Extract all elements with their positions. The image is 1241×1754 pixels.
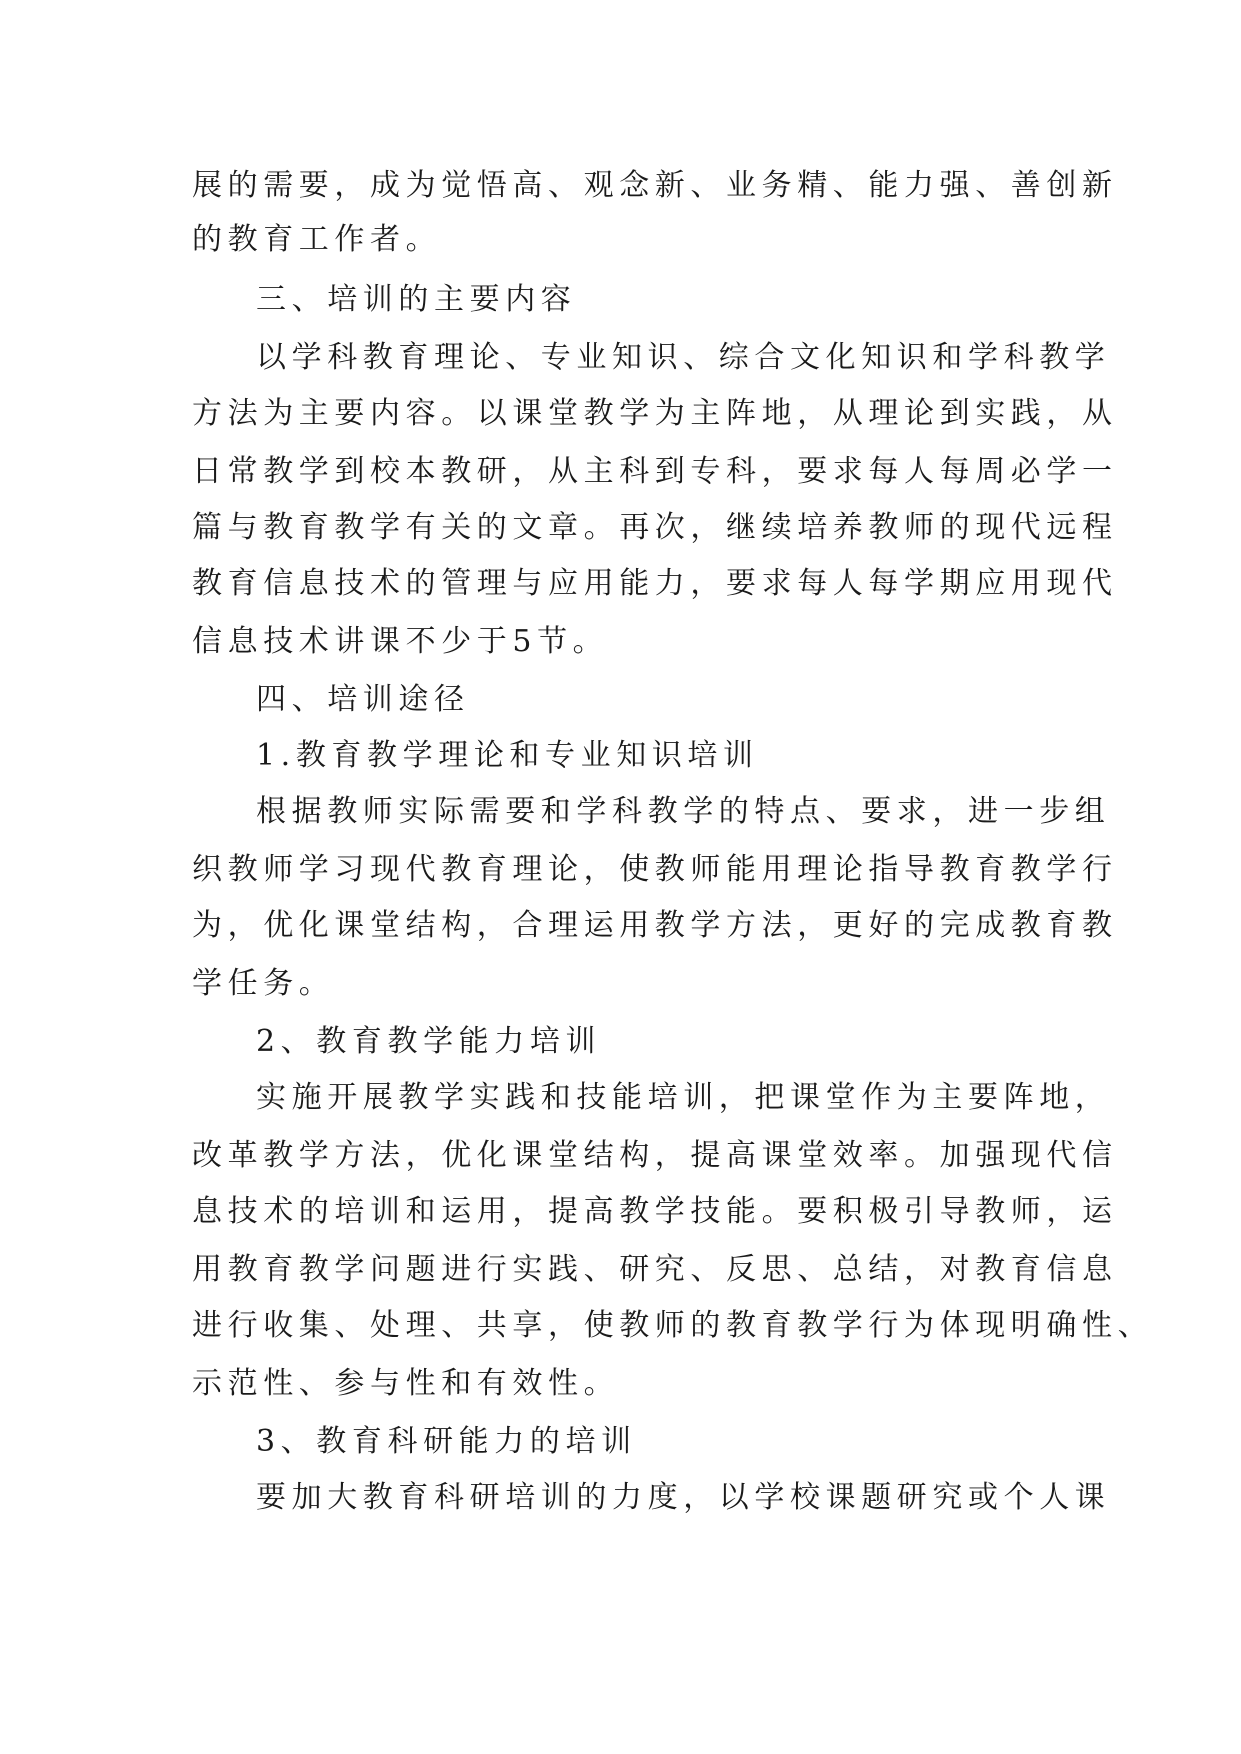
subsection-heading: 2、教育教学能力培训 (256, 1024, 602, 1059)
text-line: 篇与教育教学有关的文章。再次，继续培养教师的现代远程 (192, 510, 1118, 545)
text-line: 方法为主要内容。以课堂教学为主阵地，从理论到实践，从 (192, 396, 1118, 431)
section-heading: 四、培训途径 (256, 682, 470, 717)
text-line: 织教师学习现代教育理论，使教师能用理论指导教育教学行 (192, 852, 1118, 887)
text-line: 息技术的培训和运用，提高教学技能。要积极引导教师，运 (192, 1194, 1118, 1229)
text-line: 根据教师实际需要和学科教学的特点、要求，进一步组 (256, 794, 1111, 829)
text-line: 的教育工作者。 (192, 222, 442, 257)
text-line: 日常教学到校本教研，从主科到专科，要求每人每周必学一 (192, 454, 1118, 489)
text-line: 实施开展教学实践和技能培训，把课堂作为主要阵地， (256, 1080, 1111, 1115)
subsection-heading: 3、教育科研能力的培训 (256, 1424, 637, 1459)
text-line: 示范性、参与性和有效性。 (192, 1366, 620, 1401)
text-line: 教育信息技术的管理与应用能力，要求每人每学期应用现代 (192, 566, 1118, 601)
text-line: 进行收集、处理、共享，使教师的教育教学行为体现明确性、 (192, 1308, 1154, 1343)
text-line: 展的需要，成为觉悟高、观念新、业务精、能力强、善创新 (192, 168, 1118, 203)
text-line: 用教育教学问题进行实践、研究、反思、总结，对教育信息 (192, 1252, 1118, 1287)
section-heading: 三、培训的主要内容 (256, 282, 577, 317)
text-line: 以学科教育理论、专业知识、综合文化知识和学科教学 (256, 340, 1111, 375)
text-line: 改革教学方法，优化课堂结构，提高课堂效率。加强现代信 (192, 1138, 1118, 1173)
text-line: 要加大教育科研培训的力度，以学校课题研究或个人课 (256, 1480, 1111, 1515)
text-line: 学任务。 (192, 966, 335, 1001)
subsection-heading: 1.教育教学理论和专业知识培训 (256, 738, 759, 773)
text-line: 为，优化课堂结构，合理运用教学方法，更好的完成教育教 (192, 908, 1118, 943)
text-line: 信息技术讲课不少于5节。 (192, 624, 609, 659)
